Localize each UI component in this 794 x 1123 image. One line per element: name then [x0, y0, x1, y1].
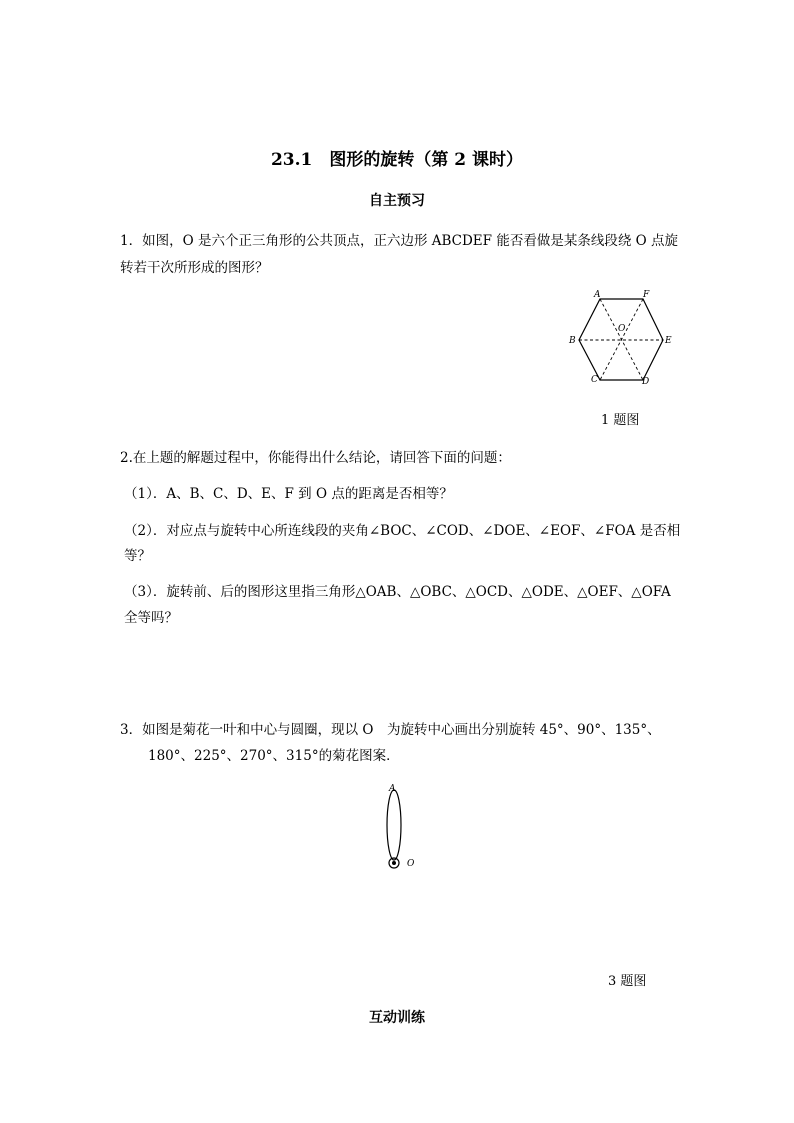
center-label-o: O	[618, 324, 626, 334]
figure-3-caption: 3 题图	[608, 974, 647, 989]
question-1-line-1: 1．如图，O 是六个正三角形的公共顶点，正六边形 ABCDEF 能否看做是某条线段绕 O 点旋	[120, 233, 678, 249]
chrysanthemum-leaf-figure	[378, 780, 423, 872]
question-3-line-2: 180°、225°、270°、315°的菊花图案．	[148, 748, 400, 764]
question-2-intro: 2.在上题的解题过程中，你能得出什么结论，请回答下面的问题：	[120, 450, 511, 466]
hexagon-figure	[560, 285, 690, 390]
vertex-label-e: E	[665, 336, 672, 346]
question-2-sub-2-line-2: 等？	[124, 548, 151, 564]
figure-1-caption: 1 题图	[601, 413, 640, 428]
question-3-line-1: 3．如图是菊花一叶和中心与圆圈，现以 O 为旋转中心画出分别旋转 45°、90°、135°、	[120, 722, 661, 738]
question-2-sub-1: （1）．A、B、C、D、E、F 到 O 点的距离是否相等？	[124, 486, 453, 502]
section-heading-preview: 自主预习	[369, 193, 425, 209]
page-title: 23.1 图形的旋转（第 2 课时）	[270, 150, 524, 170]
question-2-sub-3-line-1: （3）．旋转前、后的图形这里指三角形△OAB、△OBC、△OCD、△ODE、△OEF、△OFA	[124, 584, 671, 600]
question-2-sub-2-line-1: （2）．对应点与旋转中心所连线段的夹角∠BOC、∠COD、∠DOE、∠EOF、∠FOA 是否相	[124, 523, 681, 539]
vertex-label-c: C	[591, 375, 598, 385]
leaf-label-o: O	[407, 859, 415, 869]
vertex-label-d: D	[642, 377, 650, 387]
vertex-label-f: F	[643, 290, 650, 300]
vertex-label-a: A	[594, 290, 601, 300]
section-heading-practice: 互动训练	[369, 1010, 425, 1026]
leaf-label-a: A	[389, 784, 396, 794]
vertex-label-b: B	[569, 336, 576, 346]
question-2-sub-3-line-2: 全等吗？	[124, 610, 178, 626]
question-1-line-2: 转若干次所形成的图形？	[120, 260, 269, 276]
